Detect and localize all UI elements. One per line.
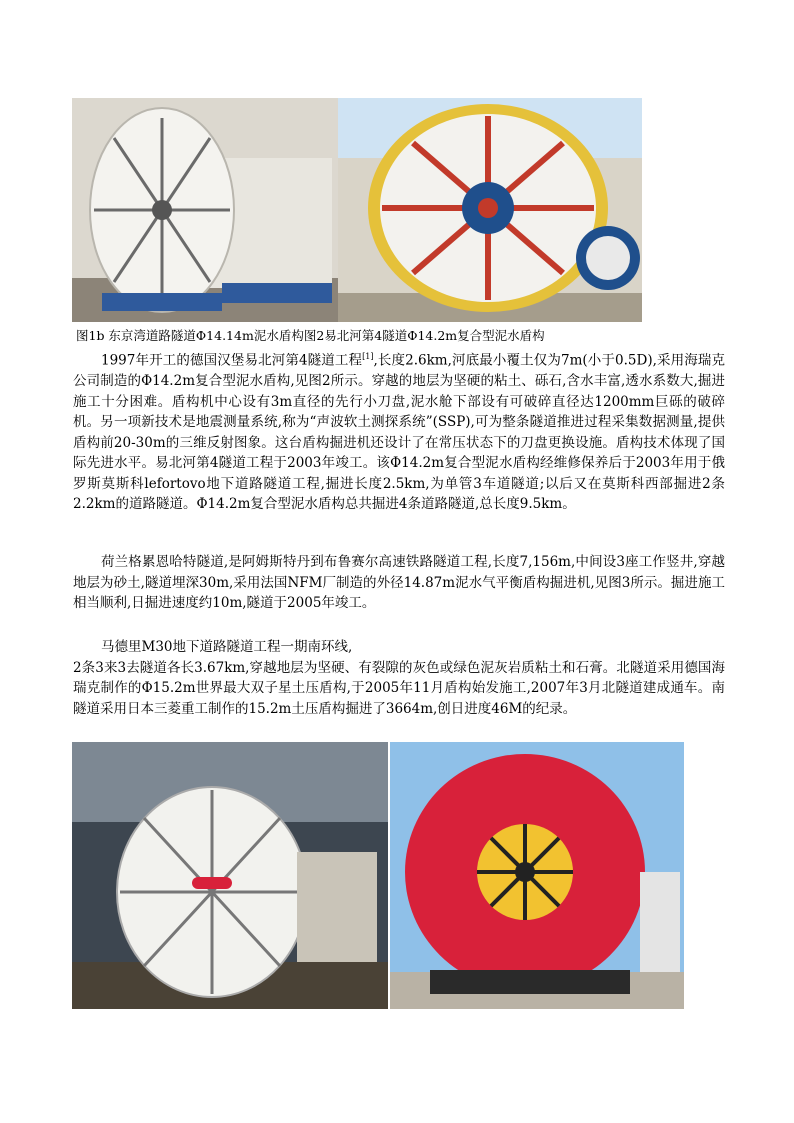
para2-text: 荷兰格累恩哈特隧道,是阿姆斯特丹到布鲁赛尔高速铁路隧道工程,长度7,156m,中间设3座工作竖井,穿越地层为砂土,隧道埋深30m,采用法国NFM厂制造的外径14.87m泥水气平衡盾构掘进机,见图3所示。掘进施工相当顺利,日掘进速度约10m,隧道于2005年竣工。 [73,554,725,611]
figure-caption: 图1b 东京湾道路隧道Φ14.14m泥水盾构图2易北河第4隧道Φ14.2m复合型泥水盾构 [76,328,545,343]
paragraph-madrid-m30 [73,637,725,719]
photo-madrid-south-tbm [390,742,684,1009]
photo-tokyo-bay-tbm [72,98,338,322]
paragraph-elbe [73,347,725,515]
para3-rest: 2条3来3去隧道各长3.67km,穿越地层为坚硬、有裂隙的灰色或绿色泥灰岩质粘土和石膏。北隧道采用德国海瑞克制作的Φ15.2m世界最大双子星土压盾构,于2005年11月盾构始发施工,2007年3月北隧道建成通车。南隧道采用日本三菱重工制作的15.2m土压盾构掘进了3664m,创日进度46M的纪录。 [73,659,725,717]
para1-part2: ,长度2.6km,河底最小覆土仅为7m(小于0.5D),采用海瑞克公司制造的Φ14.2m复合型泥水盾构,见图2所示。穿越的地层为坚硬的粘土、砾石,含水丰富,透水系数大,掘进施工十分困难。盾构机中心设有3m直径的先行小刀盘,泥水舱下部设有可破碎直径达1200mm巨砾的破碎机。另一项新技术是地震测量系统,称为“声波软土测探系统”(SSP),可为整条隧道推进过程采集数据测量,提供盾构前20-30m的三维反射图象。这台盾构掘进机还设计了在常压状态下的刀盘更换设施。盾构技术体现了国际先进水平。易北河第4隧道工程于2003年竣工。该Φ14.2m复合型泥水盾构经维修保养后于2003年用于俄罗斯莫斯科lefortovo地下道路隧道工程,掘进长度2.5km,为单管3车道隧道;以后又在莫斯科西部掘进2条2.2km的道路隧道。Φ14.2m复合型泥水盾构总共掘进4条道路隧道,总长度9.5km。 [73,352,725,512]
paragraph-groene-hart [73,552,725,614]
photo-madrid-north-tbm [72,742,388,1009]
photo-elbe-tunnel-tbm [338,98,642,322]
reference-mark: [1] [362,352,374,361]
para3-line1: 马德里M30地下道路隧道工程一期南环线, [101,639,353,655]
para1-part1: 1997年开工的德国汉堡易北河第4隧道工程 [101,352,363,369]
